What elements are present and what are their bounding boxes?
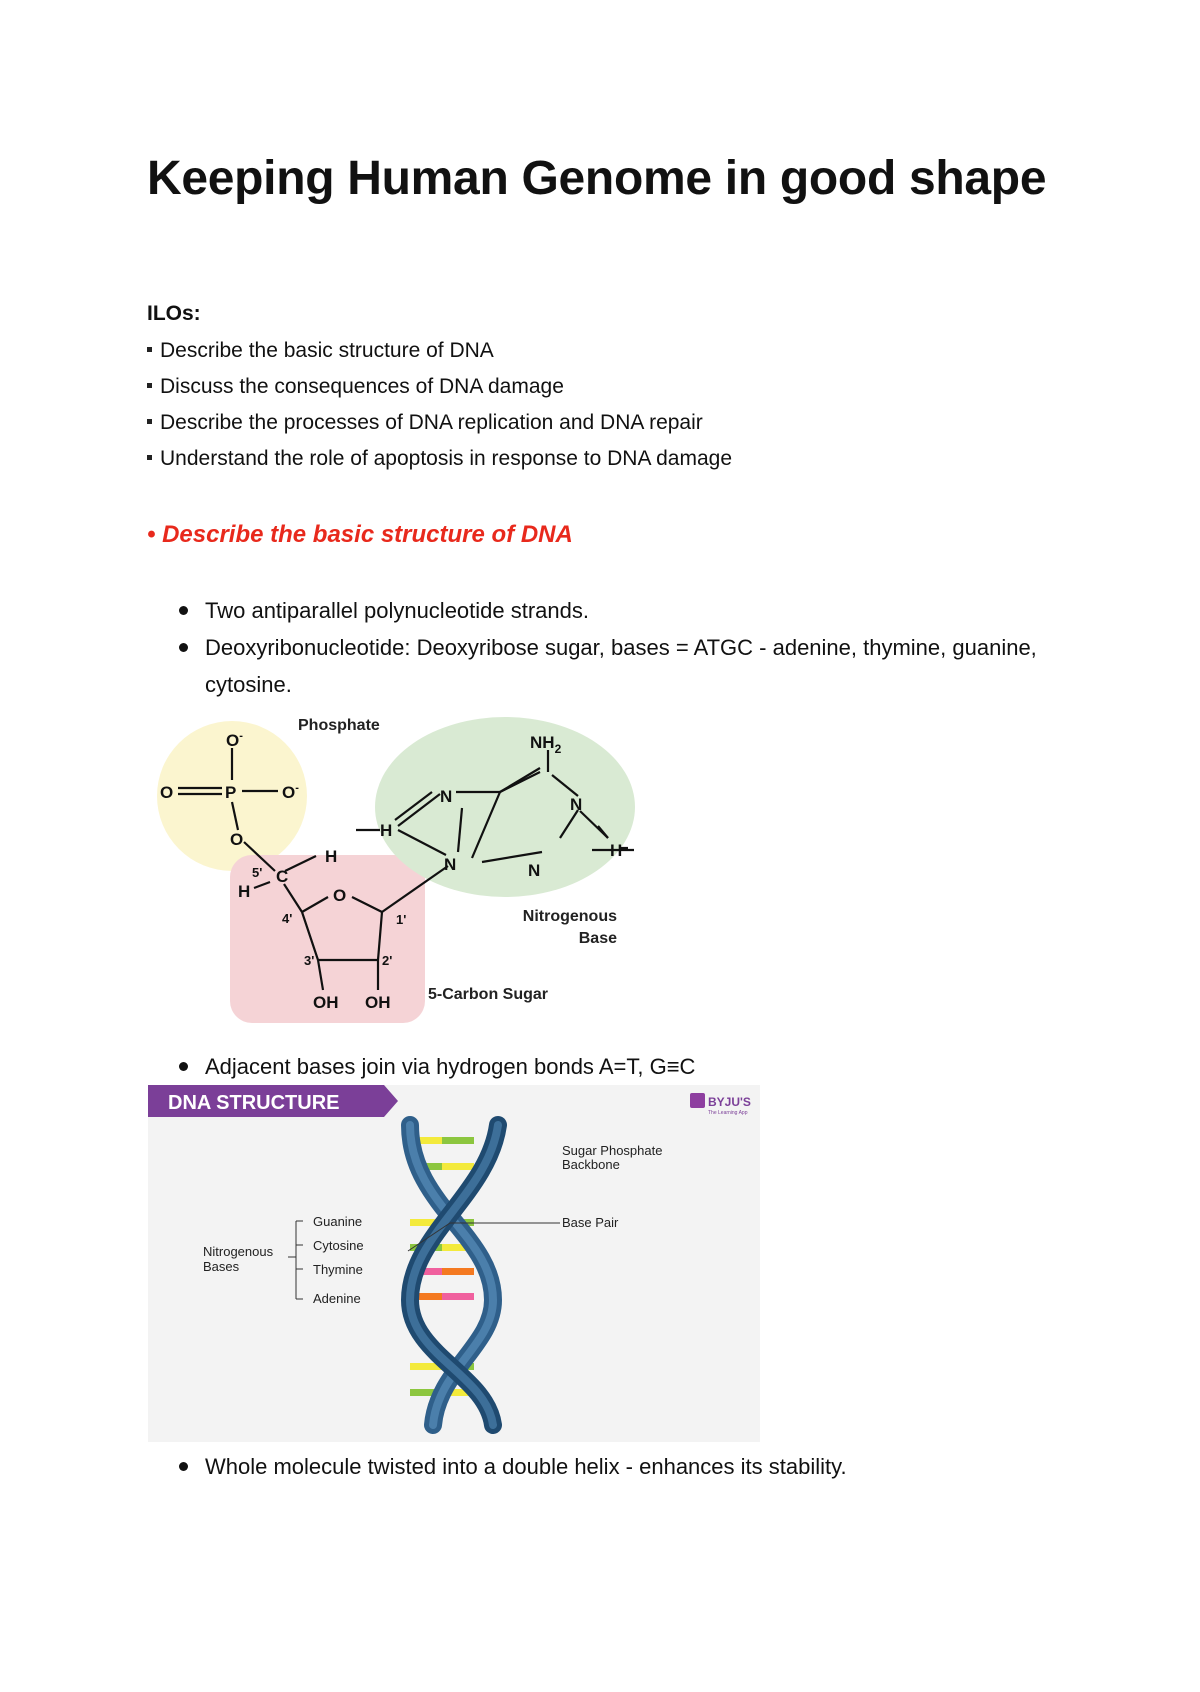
brand-tagline: The Learning App [708,1110,748,1116]
bullet-icon [179,1062,188,1071]
svg-text:5': 5' [252,865,263,880]
bullet-icon [179,1462,188,1471]
svg-text:2': 2' [382,953,393,968]
base-name-label: Adenine [313,1291,361,1306]
ilo-item: Describe the processes of DNA replication and DNA repair [147,410,703,436]
square-bullet-icon [147,383,152,388]
ilo-item: Discuss the consequences of DNA damage [147,374,564,400]
svg-text:NH2: $NH_2$ [530,733,562,756]
atom-o: O [160,783,174,802]
atom-n: N [444,855,457,874]
dna-structure-figure [148,1085,760,1442]
phosphate-label: Phosphate [298,717,380,734]
nitrogenous-bases-label: Nitrogenous [203,1244,274,1259]
atom-nh2: NH [530,733,555,752]
nitrogenous-base-label: Nitrogenous [522,908,617,925]
atom-o: O [282,783,296,802]
atom-o: O [226,731,240,750]
atom-h: H [238,882,251,901]
atom-n: N [570,795,583,814]
atom-c: C [276,867,289,886]
bullet-icon [179,606,188,615]
sugar-label: 5-Carbon Sugar [428,986,549,1003]
atom-o: O [230,830,244,849]
bullet-item: Whole molecule twisted into a double helix - enhances its stability. [205,1448,1065,1485]
figure-header: DNA STRUCTURE [168,1092,340,1114]
nitrogenous-base-label: Base [578,930,617,947]
brand-name: BYJU'S [708,1095,751,1109]
square-bullet-icon [147,419,152,424]
svg-text:O-: O- [226,730,243,750]
backbone-label: Sugar Phosphate [562,1143,663,1158]
atom-p: P [225,783,237,802]
bullet-item: Deoxyribonucleotide: Deoxyribose sugar, bases = ATGC - adenine, thymine, guanine, cytosine. [205,629,1065,703]
svg-text:O-: O- [282,782,299,802]
base-name-label: Cytosine [313,1238,364,1253]
square-bullet-icon [147,455,152,460]
ilo-item: Understand the role of apoptosis in response to DNA damage [147,446,732,472]
base-pair-label: Base Pair [562,1215,619,1230]
bullet-icon [179,643,188,652]
page-title: Keeping Human Genome in good shape [147,152,1047,205]
atom-h: H [610,841,623,860]
svg-text:3': 3' [304,953,315,968]
ilos-heading: ILOs: [147,302,201,325]
atom-oh: OH [313,993,339,1012]
square-bullet-icon [147,347,152,352]
atom-oh: OH [365,993,391,1012]
atom-n: N [528,861,541,880]
base-name-label: Thymine [313,1262,363,1277]
svg-text:4': 4' [282,911,293,926]
nucleotide-diagram [140,700,650,1030]
bullet-item: Adjacent bases join via hydrogen bonds A=T, G≡C [205,1048,1065,1085]
brand-logo-icon [690,1093,705,1108]
section-heading: • Describe the basic structure of DNA [147,521,573,548]
base-name-label: Guanine [313,1214,363,1229]
atom-n: N [440,787,453,806]
ilo-item: Describe the basic structure of DNA [147,338,494,364]
backbone-label: Backbone [562,1157,620,1172]
atom-o: O [333,886,347,905]
nitrogenous-bases-label: Bases [203,1259,240,1274]
atom-h: H [325,847,338,866]
bullet-item: Two antiparallel polynucleotide strands. [205,592,1065,629]
atom-h: H [380,821,393,840]
svg-text:1': 1' [396,912,407,927]
